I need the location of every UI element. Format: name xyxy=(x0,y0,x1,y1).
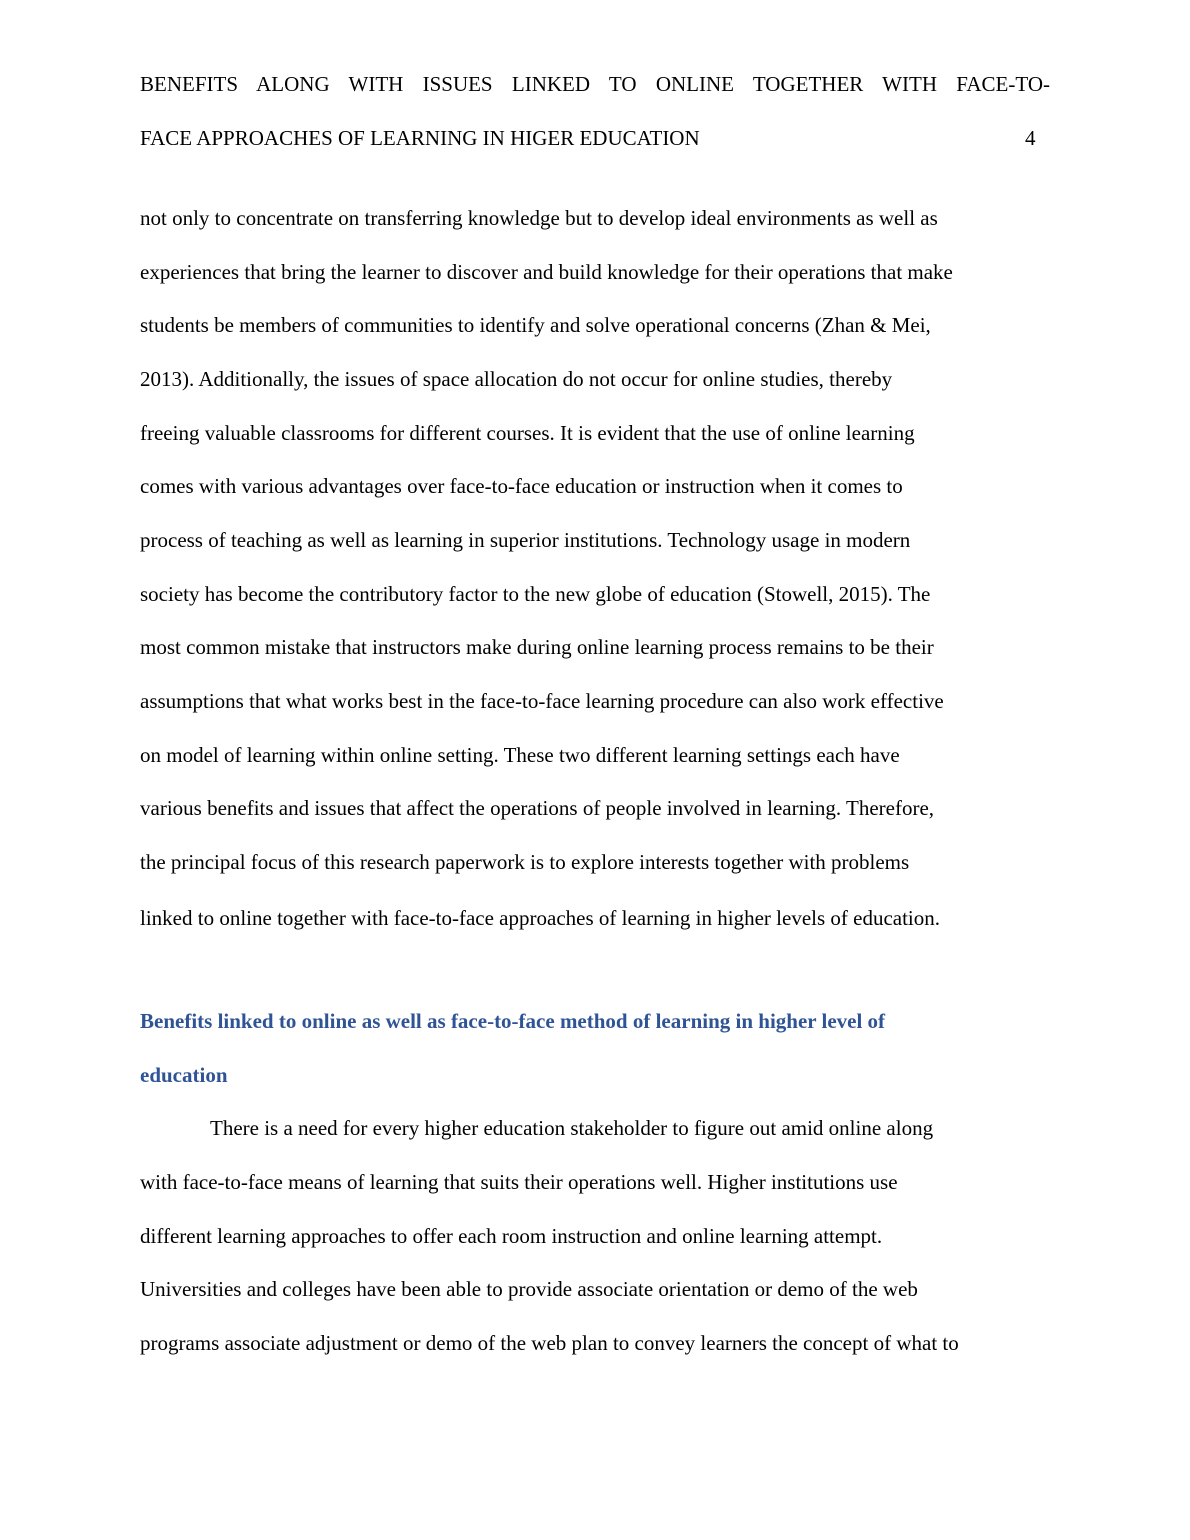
paragraph-line: process of teaching as well as learning in superior institutions. Technology usage in modern xyxy=(140,528,911,552)
paragraph-line: linked to online together with face-to-face approaches of learning in higher levels of education. xyxy=(140,906,941,930)
paragraph-line: with face-to-face means of learning that suits their operations well. Higher institutions use xyxy=(140,1170,898,1194)
paragraph-line: comes with various advantages over face-to-face education or instruction when it comes to xyxy=(140,474,903,498)
paragraph-line: There is a need for every higher education stakeholder to figure out amid online along xyxy=(210,1116,934,1140)
paragraph-line: assumptions that what works best in the face-to-face learning procedure can also work effective xyxy=(140,689,944,713)
paragraph-line: freeing valuable classrooms for different courses. It is evident that the use of online learning xyxy=(140,421,915,445)
paragraph-line: students be members of communities to identify and solve operational concerns (Zhan & Mei, xyxy=(140,313,931,337)
paragraph-line: experiences that bring the learner to discover and build knowledge for their operations that make xyxy=(140,260,953,284)
paragraph-line: 2013). Additionally, the issues of space allocation do not occur for online studies, thereby xyxy=(140,367,893,391)
section-heading-line-2: education xyxy=(140,1063,228,1087)
section-heading-line-1: Benefits linked to online as well as face-to-face method of learning in higher level of xyxy=(140,1009,886,1033)
paragraph-line: on model of learning within online setting. These two different learning settings each have xyxy=(140,743,900,767)
paragraph-line: Universities and colleges have been able to provide associate orientation or demo of the web xyxy=(140,1277,918,1301)
paragraph-line: the principal focus of this research paperwork is to explore interests together with problems xyxy=(140,850,910,874)
page-number: 4 xyxy=(1025,126,1036,150)
paragraph-line: not only to concentrate on transferring knowledge but to develop ideal environments as well as xyxy=(140,206,938,230)
running-head-line-1: BENEFITS ALONG WITH ISSUES LINKED TO ONLINE TOGETHER WITH FACE-TO- xyxy=(140,72,1050,96)
paragraph-line: society has become the contributory factor to the new globe of education (Stowell, 2015). The xyxy=(140,582,931,606)
running-head-line-2: FACE APPROACHES OF LEARNING IN HIGER EDUCATION xyxy=(140,126,700,150)
paragraph-line: various benefits and issues that affect the operations of people involved in learning. Therefore, xyxy=(140,796,935,820)
paragraph-line: programs associate adjustment or demo of the web plan to convey learners the concept of what to xyxy=(140,1331,959,1355)
paragraph-line: different learning approaches to offer each room instruction and online learning attempt. xyxy=(140,1224,883,1248)
paragraph-line: most common mistake that instructors make during online learning process remains to be their xyxy=(140,635,934,659)
